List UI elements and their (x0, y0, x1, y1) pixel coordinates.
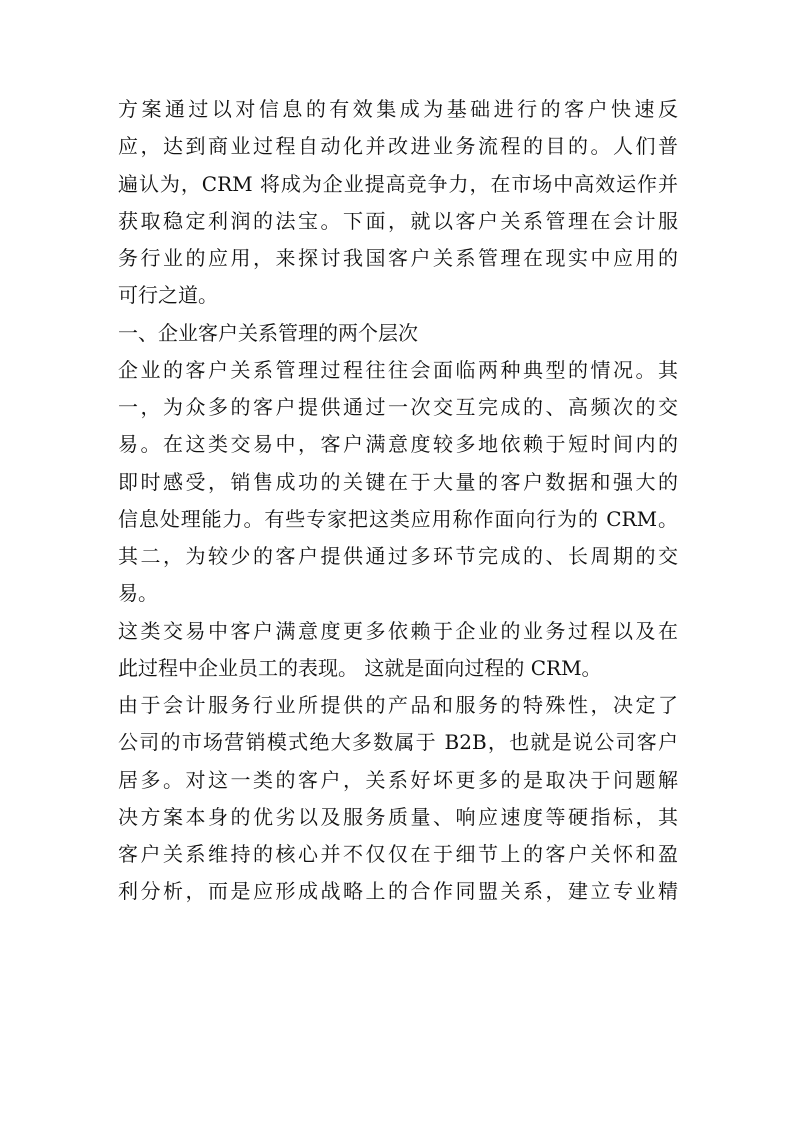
section-heading (118, 315, 678, 352)
text-line: 利分析，而是应形成战略上的合作同盟关系，建立专业精 (118, 879, 678, 904)
paragraph-3 (118, 613, 678, 688)
text-line: 决方案本身的优劣以及服务质量、响应速度等硬指标，其 (118, 804, 678, 829)
text-line: 务行业的应用，来探讨我国客户关系管理在现实中应用的 (118, 246, 678, 270)
text-line: 获取稳定利润的法宝。下面，就以客户关系管理在会计服 (118, 208, 678, 233)
text-line: 应，达到商业过程自动化并改进业务流程的目的。人们普 (118, 134, 678, 159)
text-line: 此过程中企业员工的表现。 这就是面向过程的 CRM。 (118, 655, 602, 680)
text-line: 公司的市场营销模式绝大多数属于 B2B，也就是说公司客户 (118, 730, 678, 755)
text-line: 其二，为较少的客户提供通过多环节完成的、长周期的交 (118, 544, 678, 568)
text-line: 客户关系维持的核心并不仅仅在于细节上的客户关怀和盈 (118, 842, 678, 866)
text-line: 即时感受，销售成功的关键在于大量的客户数据和强大的 (118, 469, 678, 494)
text-line: 易。 (118, 581, 158, 606)
document-body (118, 91, 678, 911)
text-line: 遍认为，CRM 将成为企业提高竞争力，在市场中高效运作并 (118, 171, 678, 196)
text-line: 易。在这类交易中，客户满意度较多地依赖于短时间内的 (118, 432, 678, 457)
text-line: 一，为众多的客户提供通过一次交互完成的、高频次的交 (118, 395, 678, 419)
heading-line: 一、企业客户关系管理的两个层次 (118, 320, 418, 345)
paragraph-4 (118, 687, 678, 911)
text-line: 可行之道。 (118, 283, 218, 308)
text-line: 方案通过以对信息的有效集成为基础进行的客户快速反 (118, 97, 678, 121)
text-line: 由于会计服务行业所提供的产品和服务的特殊性，决定了 (118, 693, 678, 717)
paragraph-1 (118, 91, 678, 315)
text-line: 企业的客户关系管理过程往往会面临两种典型的情况。其 (118, 357, 678, 382)
paragraph-2 (118, 352, 678, 613)
text-line: 信息处理能力。有些专家把这类应用称作面向行为的 CRM。 (118, 506, 678, 531)
text-line: 居多。对这一类的客户，关系好坏更多的是取决于问题解 (118, 767, 678, 792)
text-line: 这类交易中客户满意度更多依赖于企业的业务过程以及在 (118, 618, 678, 643)
